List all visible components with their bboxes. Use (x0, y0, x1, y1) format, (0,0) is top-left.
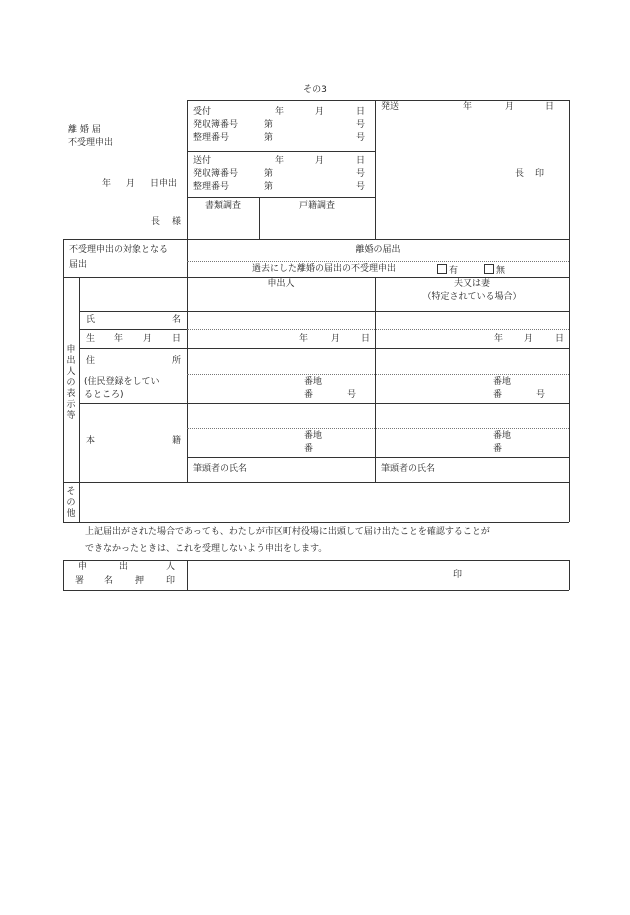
sign-label-2c: 押 (135, 576, 145, 586)
address-label-a: 住 (86, 356, 96, 366)
spouse-address-ban: 番 (493, 390, 503, 400)
receipt-book-no[interactable]: 第 (264, 120, 274, 130)
applicant-honseki-banchi: 番地 (304, 431, 323, 441)
dispatch-chief[interactable]: 長 (515, 169, 525, 179)
applicant-section-label: 申出人の表示等 (66, 345, 76, 421)
sign-label-1a: 申 (78, 562, 88, 572)
receipt-book-suffix: 号 (356, 120, 366, 130)
opt-no-checkbox[interactable] (484, 264, 505, 276)
other-field[interactable] (80, 483, 568, 521)
applicant-address-banchi: 番地 (304, 377, 323, 387)
dispatch-year[interactable]: 年 (463, 102, 473, 112)
document-review-label: 書類調査 (204, 201, 241, 211)
birth-label-b: 年 (114, 334, 124, 344)
applicant-birth-month[interactable]: 月 (331, 334, 341, 344)
receipt-ref-suffix: 号 (356, 133, 366, 143)
sign-label-2b: 名 (104, 576, 114, 586)
sent-label: 送付 (193, 156, 212, 166)
applicant-date-month[interactable]: 月 (126, 179, 136, 189)
receipt-label: 受付 (193, 107, 212, 117)
address-label-b: 所 (172, 356, 182, 366)
sent-year[interactable]: 年 (275, 156, 285, 166)
spouse-birth-year[interactable]: 年 (494, 334, 504, 344)
addressee-honorific: 様 (172, 217, 182, 227)
sign-label-2a: 署 (75, 576, 85, 586)
statement-line1: 上記届出がされた場合であっても、わたしが市区町村役場に出頭して届け出たことを確認することが (85, 527, 490, 537)
past-question: 過去にした離婚の届出の不受理申出 (252, 264, 397, 274)
resident-note-line2: るところ) (84, 390, 124, 400)
signature-seal: 印 (453, 570, 463, 580)
other-label: その他 (66, 487, 76, 519)
sent-book-label: 発収簿番号 (193, 169, 239, 179)
applicant-honseki-ban: 番 (304, 444, 314, 454)
applicant-date-label: 日申出 (150, 179, 178, 189)
applicant-birth-year[interactable]: 年 (299, 334, 309, 344)
applicant-address-go: 号 (347, 390, 357, 400)
subject-label-line2: 届出 (69, 260, 88, 270)
spouse-head-name-label: 筆頭者の氏名 (381, 464, 436, 474)
spouse-address-banchi: 番地 (493, 377, 512, 387)
opt-yes-checkbox[interactable] (437, 264, 458, 276)
sent-book-no[interactable]: 第 (264, 169, 274, 179)
honseki-label-b: 籍 (172, 436, 182, 446)
sent-ref-no[interactable]: 第 (264, 182, 274, 192)
birth-label-d: 日 (172, 334, 182, 344)
sign-label-1c: 人 (166, 562, 176, 572)
spouse-honseki-banchi: 番地 (493, 431, 512, 441)
sent-book-suffix: 号 (356, 169, 366, 179)
birth-label-c: 月 (143, 334, 153, 344)
spouse-birth-month[interactable]: 月 (524, 334, 534, 344)
applicant-birth-day[interactable]: 日 (361, 334, 371, 344)
receipt-year[interactable]: 年 (275, 107, 285, 117)
subject-label-line1: 不受理申出の対象となる (69, 245, 169, 255)
form-subtitle: 不受理申出 (68, 138, 114, 148)
dispatch-month[interactable]: 月 (505, 102, 515, 112)
subject-value: 離婚の届出 (355, 245, 401, 255)
statement-line2: できなかったときは、これを受理しないよう申出をします。 (85, 544, 328, 554)
spouse-honseki-ban: 番 (493, 444, 503, 454)
family-register-review-label: 戸籍調査 (298, 201, 335, 211)
name-label-a: 氏 (86, 315, 96, 325)
dispatch-seal: 印 (535, 169, 545, 179)
sent-day[interactable]: 日 (356, 156, 366, 166)
col-spouse-line1: 夫又は妻 (453, 279, 490, 289)
form-title: 離 婚 届 (68, 125, 101, 135)
applicant-head-name-label: 筆頭者の氏名 (193, 464, 248, 474)
applicant-address-ban: 番 (304, 390, 314, 400)
sign-label-1b: 出 (119, 562, 129, 572)
col-spouse-line2: （特定されている場合） (422, 292, 522, 302)
addressee-chief[interactable]: 長 (151, 217, 161, 227)
resident-note-line1: (住民登録をしてい (84, 377, 160, 387)
receipt-month[interactable]: 月 (315, 107, 325, 117)
col-applicant: 申出人 (267, 279, 295, 289)
dispatch-day[interactable]: 日 (545, 102, 555, 112)
dispatch-label: 発送 (381, 102, 400, 112)
sent-ref-label: 整理番号 (193, 182, 230, 192)
name-label-b: 名 (172, 315, 182, 325)
opt-no-label: 無 (496, 266, 506, 276)
checkbox-icon[interactable] (437, 264, 447, 274)
sent-month[interactable]: 月 (315, 156, 325, 166)
opt-yes-label: 有 (449, 266, 459, 276)
applicant-date-year[interactable]: 年 (102, 179, 112, 189)
signature-field[interactable] (188, 561, 568, 589)
page-label: その3 (303, 85, 327, 95)
receipt-day[interactable]: 日 (356, 107, 366, 117)
spouse-birth-day[interactable]: 日 (555, 334, 565, 344)
sign-label-2d: 印 (166, 576, 176, 586)
checkbox-icon[interactable] (484, 264, 494, 274)
receipt-book-label: 発収簿番号 (193, 120, 239, 130)
honseki-label-a: 本 (86, 436, 96, 446)
receipt-ref-label: 整理番号 (193, 133, 230, 143)
birth-label-a: 生 (86, 334, 96, 344)
sent-ref-suffix: 号 (356, 182, 366, 192)
receipt-ref-no[interactable]: 第 (264, 133, 274, 143)
spouse-address-go: 号 (536, 390, 546, 400)
